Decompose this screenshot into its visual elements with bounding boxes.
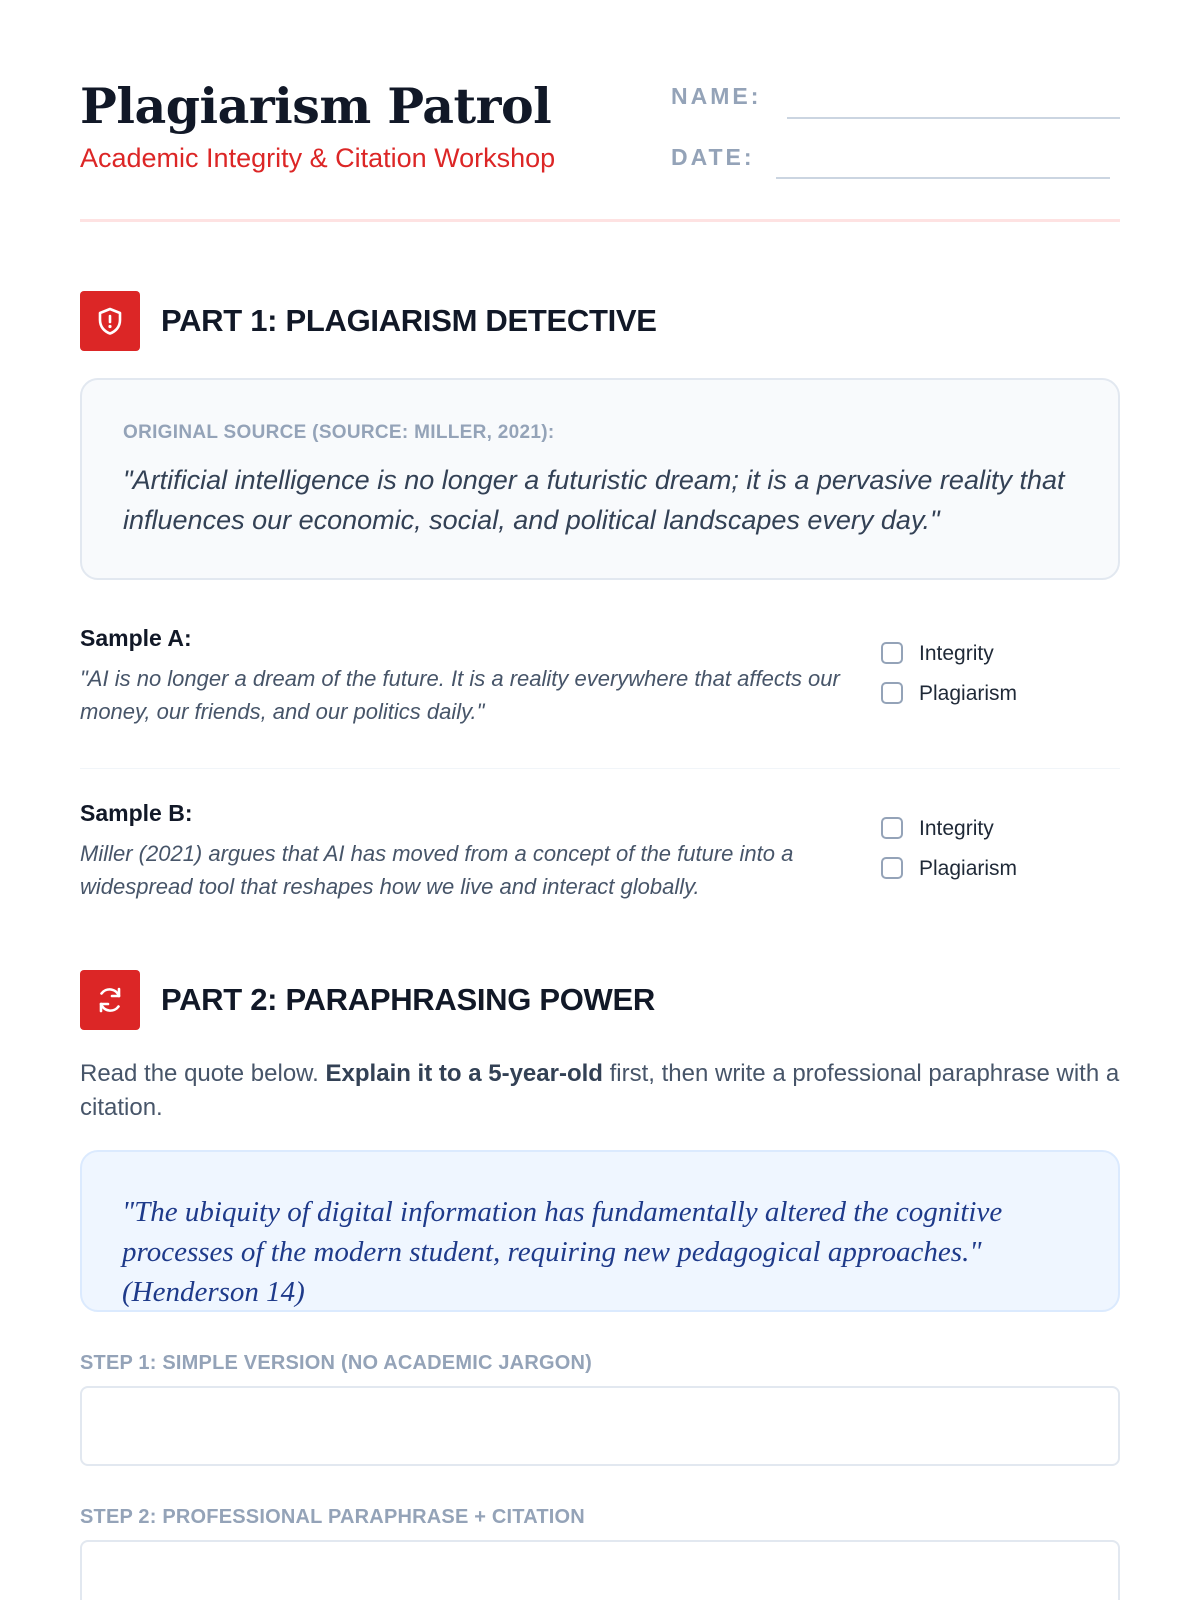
sample-b-integrity-option[interactable] — [881, 817, 994, 839]
checkbox[interactable] — [881, 682, 903, 704]
worksheet-title: Plagiarism Patrol — [80, 77, 552, 135]
source-quote: "Artificial intelligence is no longer a futuristic dream; it is a pervasive reality that influences our economic, social, and political landscapes every day." — [123, 465, 1065, 535]
header-divider — [80, 219, 1120, 222]
sample-divider — [80, 768, 1120, 769]
checkbox[interactable] — [881, 817, 903, 839]
henderson-quote: "The ubiquity of digital information has fundamentally altered the cognitive processes of the modern student, requiring new pedagogical approaches." (Henderson 14) — [122, 1196, 1003, 1308]
shield-icon — [80, 291, 140, 351]
option-label: Plagiarism — [919, 681, 1018, 705]
option-label: Integrity — [919, 816, 994, 840]
step1-answer-box[interactable] — [80, 1386, 1120, 1466]
date-field[interactable] — [776, 177, 1110, 179]
instruction-emphasis: Explain it to a 5-year-old — [325, 1060, 603, 1087]
part1-heading: PART 1: PLAGIARISM DETECTIVE — [161, 303, 657, 338]
worksheet-subtitle: Academic Integrity & Citation Workshop — [80, 143, 556, 173]
step1-label: STEP 1: SIMPLE VERSION (NO ACADEMIC JARGON) — [80, 1352, 592, 1374]
instruction-text-end: first, then write a professional paraphrase with a citation. — [80, 1060, 1120, 1121]
original-source-box — [80, 378, 1120, 580]
sample-b-text: Miller (2021) argues that AI has moved from a concept of the future into a widespread tool that reshapes how we live and interact globally. — [80, 841, 794, 899]
refresh-icon — [80, 970, 140, 1030]
step2-label: STEP 2: PROFESSIONAL PARAPHRASE + CITATION — [80, 1506, 585, 1528]
name-field[interactable] — [787, 117, 1120, 119]
sample-a-title: Sample A: — [80, 625, 192, 651]
source-label: ORIGINAL SOURCE (SOURCE: MILLER, 2021): — [123, 422, 555, 443]
part2-instructions — [80, 1057, 1120, 1125]
date-label: DATE: — [671, 144, 755, 170]
sample-a-plagiarism-option[interactable] — [881, 682, 1017, 704]
sample-a-integrity-option[interactable] — [881, 642, 994, 664]
sample-b-plagiarism-option[interactable] — [881, 857, 1017, 879]
checkbox[interactable] — [881, 857, 903, 879]
henderson-quote-box — [80, 1150, 1120, 1312]
name-label: NAME: — [671, 83, 762, 109]
sample-b-title: Sample B: — [80, 800, 193, 826]
instruction-text: Read the quote below. — [80, 1060, 326, 1087]
checkbox[interactable] — [881, 642, 903, 664]
step2-answer-box[interactable] — [80, 1540, 1120, 1600]
option-label: Plagiarism — [919, 856, 1018, 880]
part2-heading: PART 2: PARAPHRASING POWER — [161, 982, 655, 1017]
sample-a-text: "AI is no longer a dream of the future. It is a reality everywhere that affects our money, our friends, and our politics daily." — [80, 666, 840, 724]
option-label: Integrity — [919, 641, 994, 665]
